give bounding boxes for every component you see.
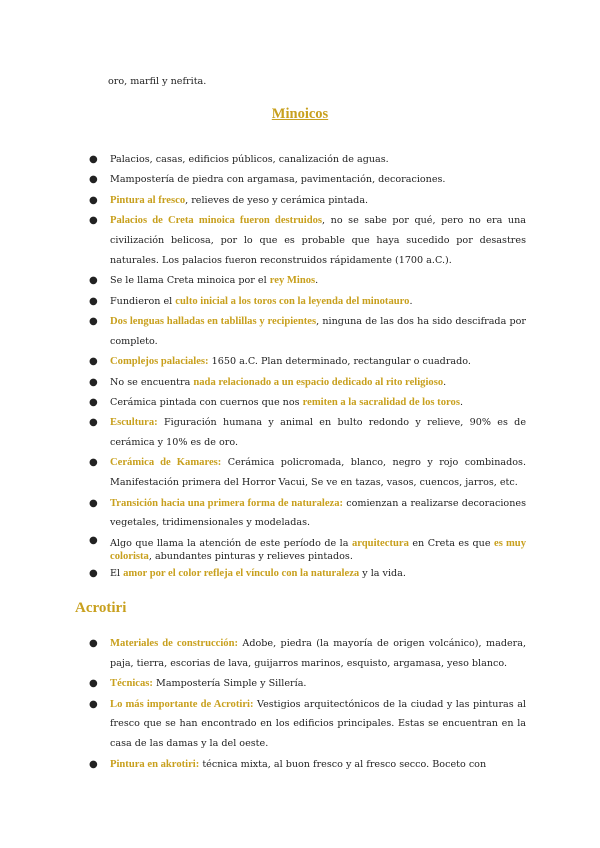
bullet-icon: ● xyxy=(89,174,98,186)
bullet-icon: ● xyxy=(89,215,98,227)
list-item xyxy=(0,373,526,393)
list-item xyxy=(0,150,526,170)
highlighted-text: es muy colorista xyxy=(110,537,526,562)
body-text: Adobe, piedra (la mayoría de origen volcánico), madera, paja, tierra, escorias de lava, guijarros marinos, esquisto, argamasa, yeso blanco. xyxy=(110,638,526,669)
highlighted-text: arquitectura xyxy=(351,537,409,549)
list-item xyxy=(0,494,526,534)
bullet-icon: ● xyxy=(89,154,98,165)
body-text: Mampostería Simple y Sillería. xyxy=(152,678,307,690)
highlighted-text: Técnicas: xyxy=(110,678,153,690)
list-item xyxy=(0,634,526,674)
body-text: Figuración humana y animal en bulto redondo y relieve, 90% es de cerámica y 10% es de oro. xyxy=(110,417,526,449)
bullet-icon: ● xyxy=(89,698,98,710)
highlighted-text: Complejos palaciales: xyxy=(110,356,209,368)
list-item xyxy=(0,413,526,453)
list-item xyxy=(0,312,526,352)
heading-acrotiri: Acrotiri xyxy=(75,600,127,616)
heading-minoicos: Minoicos xyxy=(271,106,329,122)
list-item xyxy=(0,271,526,291)
list-item xyxy=(0,170,526,190)
bullet-icon: ● xyxy=(89,497,98,509)
body-text: técnica mixta, al buon fresco y al fresco secco. Boceto con xyxy=(199,758,487,770)
list-item xyxy=(0,534,526,564)
bullet-icon: ● xyxy=(89,376,98,388)
bullet-icon: ● xyxy=(89,534,98,546)
body-text: Fundieron el xyxy=(110,295,176,307)
highlighted-text: Dos lenguas halladas en tablillas y recipientes xyxy=(110,315,317,327)
body-text: comienzan a realizarse decoraciones vegetales, tridimensionales y modeladas. xyxy=(110,497,526,529)
bullet-icon: ● xyxy=(89,758,98,770)
list-item xyxy=(0,393,526,413)
bullet-icon: ● xyxy=(89,356,98,368)
body-text: en Creta es que xyxy=(408,537,495,549)
highlighted-text: Escultura: xyxy=(110,417,158,429)
body-text: . xyxy=(459,396,464,408)
body-text: No se encuentra xyxy=(110,376,194,388)
highlighted-text: rey Minos xyxy=(269,275,316,287)
list-item xyxy=(0,211,526,270)
body-text: Cerámica policromada, blanco, negro y rojo combinados. Manifestación primera del Horror Vacui, Se ve en tazas, vasos, cuencos, jarros, etc. xyxy=(110,457,526,489)
bullet-icon: ● xyxy=(89,568,98,580)
highlighted-text: Materiales de construcción: xyxy=(110,638,239,649)
body-text: , no se sabe por qué, pero no era una civilización belicosa, por lo que es probable que haya sucedido por desastres naturales. Los palacios fueron reconstruidos rápidamente (1700 a.C.). xyxy=(110,215,526,266)
highlighted-text: nada relacionado a un espacio dedicado al rito religioso xyxy=(193,376,444,388)
list-item xyxy=(0,755,526,775)
highlighted-text: Pintura en akrotiri: xyxy=(110,758,200,770)
bullet-icon: ● xyxy=(89,295,98,307)
bullet-icon: ● xyxy=(89,275,98,287)
list-item xyxy=(0,292,526,312)
bullet-icon: ● xyxy=(89,194,98,206)
list-item xyxy=(0,564,526,584)
body-text: . xyxy=(315,275,319,287)
body-text: , ninguna de las dos ha sido descifrada por completo. xyxy=(110,315,526,347)
minoicos-list xyxy=(0,150,600,585)
body-text: , abundantes pinturas y relieves pintados. xyxy=(148,550,353,562)
list-item xyxy=(0,674,526,694)
body-text: Algo que llama la atención de este período de la xyxy=(110,537,352,549)
bullet-icon: ● xyxy=(89,315,98,327)
body-text: Palacios, casas, edificios públicos, canalización de aguas. xyxy=(110,154,389,165)
body-text: Vestigios arquitectónicos de la ciudad y las pinturas al fresco que se han encontrado en los edificios principales. Estas se encuentran en la casa de las damas y la del oeste. xyxy=(110,698,526,750)
highlighted-text: Palacios de Creta minoica fueron destruidos xyxy=(110,215,323,227)
body-text: Mampostería de piedra con argamasa, pavimentación, decoraciones. xyxy=(110,174,446,186)
body-text: y la vida. xyxy=(359,568,406,580)
list-item xyxy=(0,191,526,211)
bullet-icon: ● xyxy=(89,457,98,469)
highlighted-text: culto inicial a los toros con la leyenda del minotauro xyxy=(175,295,410,307)
body-text: Se le llama Creta minoica por el xyxy=(110,275,270,287)
highlighted-text: amor por el color refleja el vínculo con la naturaleza xyxy=(123,568,360,580)
body-text: Cerámica pintada con cuernos que nos xyxy=(110,396,303,408)
list-item xyxy=(0,352,526,372)
bullet-icon: ● xyxy=(89,638,98,649)
continuation-text: oro, marfil y nefrita. xyxy=(108,76,207,87)
body-text: , relieves de yeso y cerámica pintada. xyxy=(185,194,369,206)
highlighted-text: Transición hacia una primera forma de naturaleza: xyxy=(110,497,344,509)
highlighted-text: Lo más importante de Acrotiri: xyxy=(110,698,254,710)
list-item xyxy=(0,695,526,754)
bullet-icon: ● xyxy=(89,417,98,429)
body-text: 1650 a.C. Plan determinado, rectangular o cuadrado. xyxy=(208,356,471,368)
highlighted-text: Cerámica de Kamares: xyxy=(110,457,222,469)
highlighted-text: Pintura al fresco xyxy=(110,194,186,206)
bullet-icon: ● xyxy=(89,396,98,408)
list-item xyxy=(0,453,526,493)
body-text: . xyxy=(409,295,413,307)
bullet-icon: ● xyxy=(89,678,98,690)
body-text: . xyxy=(443,376,447,388)
acrotiri-list xyxy=(0,634,600,775)
body-text: El xyxy=(110,568,124,580)
highlighted-text: remiten a la sacralidad de los toros xyxy=(302,396,460,408)
